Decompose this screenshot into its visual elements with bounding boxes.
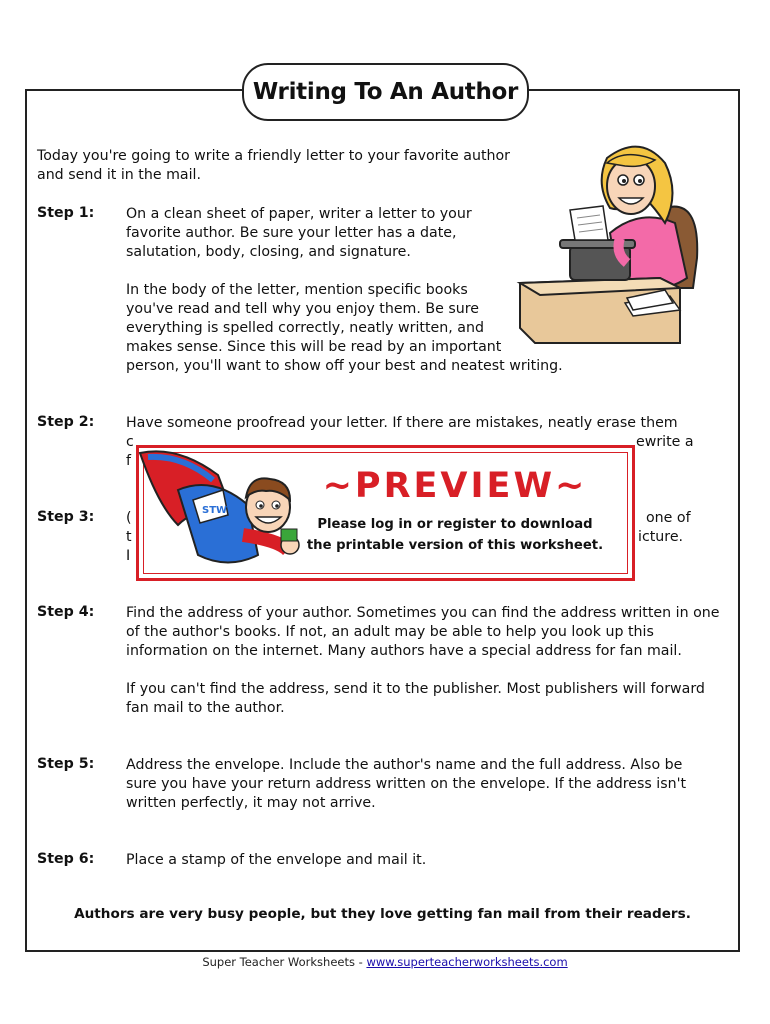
preview-message-line-2: the printable version of this worksheet. bbox=[306, 538, 604, 553]
step-1-line: favorite author. Be sure your letter has a date, bbox=[126, 225, 457, 241]
step-1-label: Step 1: bbox=[37, 205, 95, 221]
step-4-line: Find the address of your author. Sometimes you can find the address written in one bbox=[126, 605, 720, 621]
step-6-label: Step 6: bbox=[37, 851, 95, 867]
step-1-line: you've read and tell why you enjoy them. Be sure bbox=[126, 301, 480, 317]
step-1-line: In the body of the letter, mention specific books bbox=[126, 282, 468, 298]
step-1-line: On a clean sheet of paper, writer a letter to your bbox=[126, 206, 472, 222]
intro-line-2: and send it in the mail. bbox=[37, 167, 201, 183]
step-2-line: f bbox=[126, 453, 131, 469]
worksheet-title: Writing To An Author bbox=[242, 63, 529, 121]
step-1-line: salutation, body, closing, and signature. bbox=[126, 244, 411, 260]
preview-title: ~PREVIEW~ bbox=[322, 466, 588, 506]
step-4-line: information on the internet. Many authors have a special address for fan mail. bbox=[126, 643, 682, 659]
step-4-line: If you can't find the address, send it to the publisher. Most publishers will forward bbox=[126, 681, 705, 697]
intro-line-1: Today you're going to write a friendly letter to your favorite author bbox=[37, 148, 511, 164]
closing-note: Authors are very busy people, but they love getting fan mail from their readers. bbox=[74, 906, 691, 922]
superhero-mascot-illustration bbox=[138, 445, 303, 580]
step-3-line: t bbox=[126, 529, 132, 545]
step-5-line: Address the envelope. Include the author's name and the full address. Also be bbox=[126, 757, 683, 773]
step-2-label: Step 2: bbox=[37, 414, 95, 430]
typewriter-author-illustration bbox=[515, 138, 725, 348]
step-4-line: fan mail to the author. bbox=[126, 700, 285, 716]
step-5-line: sure you have your return address written on the envelope. If the address isn't bbox=[126, 776, 687, 792]
step-3-line-tail: icture. bbox=[638, 529, 684, 545]
step-5-label: Step 5: bbox=[37, 756, 95, 772]
credit-prefix: Super Teacher Worksheets - bbox=[202, 955, 367, 969]
step-1-line: person, you'll want to show off your best and neatest writing. bbox=[126, 358, 563, 374]
step-2-line-tail: ewrite a bbox=[636, 434, 694, 450]
step-5-line: written perfectly, it may not arrive. bbox=[126, 795, 376, 811]
preview-message-line-1: Please log in or register to download bbox=[317, 517, 593, 532]
svg-text:STW: STW bbox=[202, 505, 228, 516]
step-4-line: of the author's books. If not, an adult may be able to help you look up this bbox=[126, 624, 654, 640]
step-6-line: Place a stamp of the envelope and mail it. bbox=[126, 852, 427, 868]
step-1-line: everything is spelled correctly, neatly written, and bbox=[126, 320, 484, 336]
step-2-line: c bbox=[126, 434, 134, 450]
step-1-line: makes sense. Since this will be read by an important bbox=[126, 339, 502, 355]
step-4-label: Step 4: bbox=[37, 604, 95, 620]
step-3-line: ( bbox=[126, 510, 132, 526]
step-2-line: Have someone proofread your letter. If there are mistakes, neatly erase them bbox=[126, 415, 678, 431]
step-3-label: Step 3: bbox=[37, 509, 95, 525]
step-3-line-tail: one of bbox=[646, 510, 691, 526]
credit-link[interactable]: www.superteacherworksheets.com bbox=[366, 955, 568, 969]
step-3-line: I bbox=[126, 548, 131, 564]
page-credit bbox=[0, 955, 770, 969]
